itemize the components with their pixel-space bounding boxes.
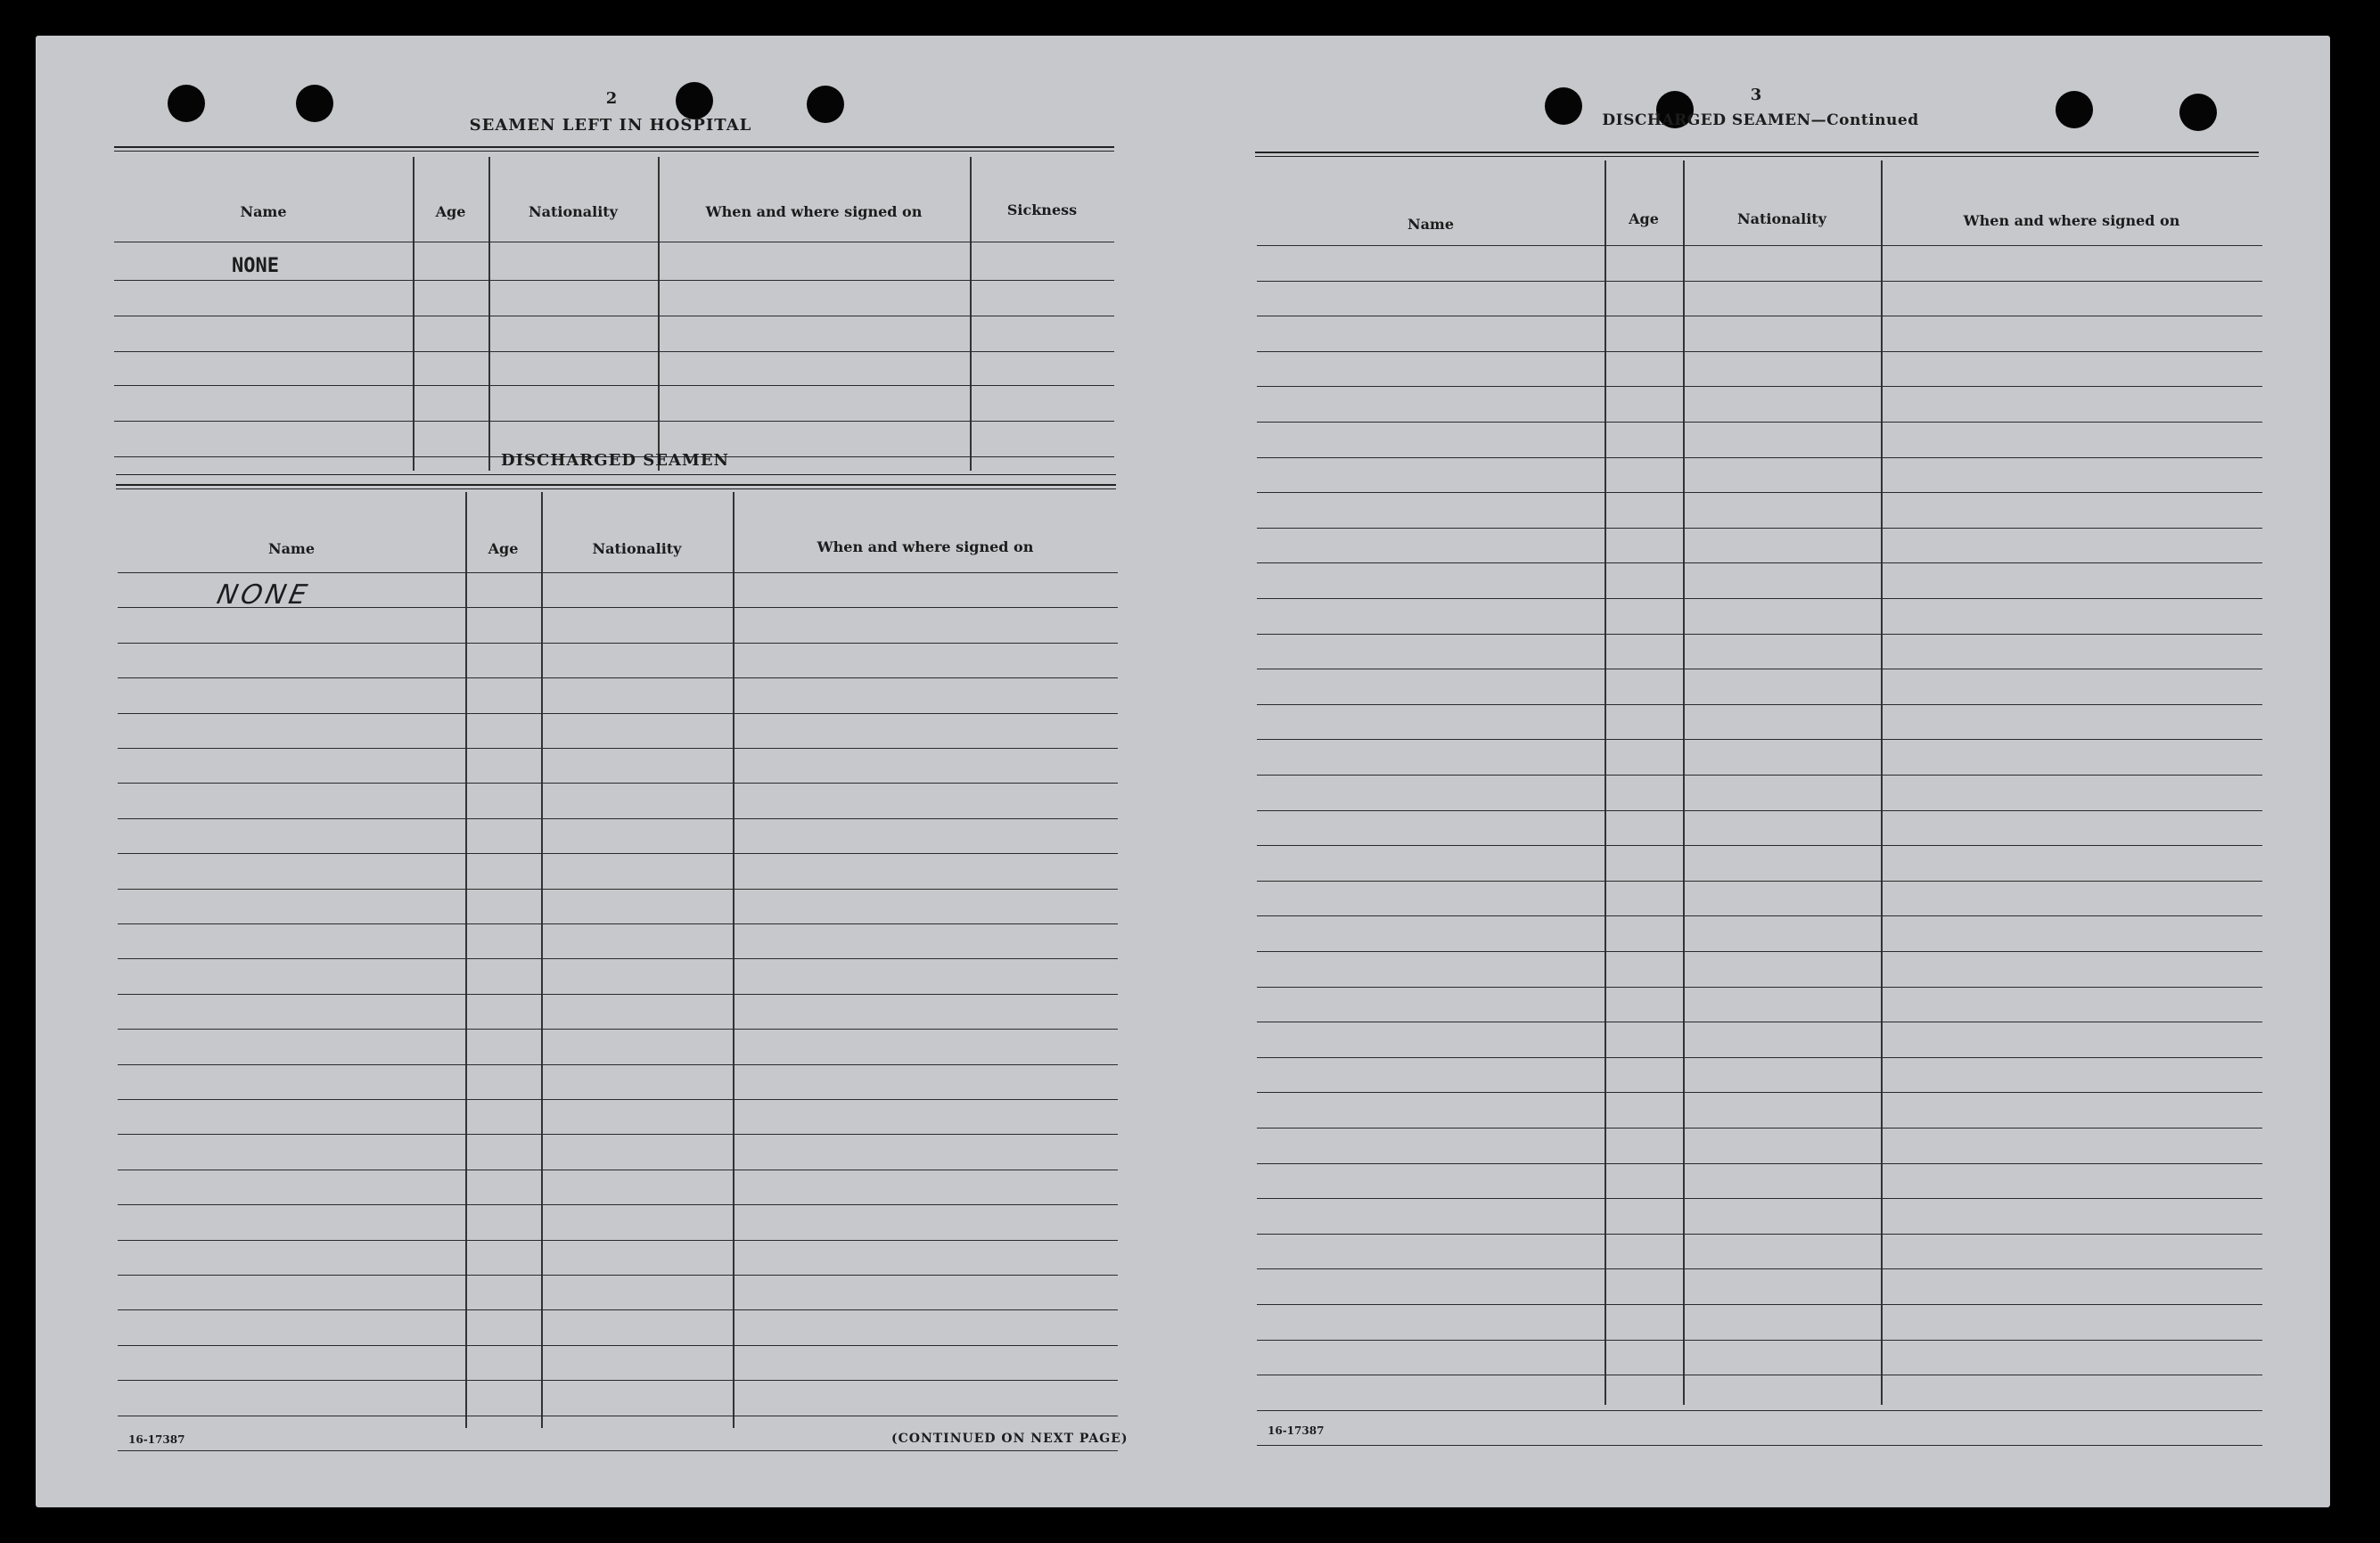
divider <box>116 474 1116 475</box>
column-header-age: Age <box>488 540 519 557</box>
divider <box>114 151 1114 152</box>
table-row-line <box>118 1309 1118 1310</box>
table-row-line <box>118 1240 1118 1241</box>
continued-note: (CONTINUED ON NEXT PAGE) <box>891 1432 1128 1446</box>
punch-hole <box>1545 87 1582 125</box>
table-row-line <box>118 889 1118 890</box>
table-row-line <box>118 572 1118 573</box>
table-row-line <box>1257 281 2262 282</box>
table-row-line <box>1257 915 2262 916</box>
table-row-line <box>1257 1410 2262 1411</box>
right-section-title: DISCHARGED SEAMEN—Continued <box>1602 111 1919 129</box>
table-row-line <box>118 713 1118 714</box>
table-row-line <box>118 1204 1118 1205</box>
table-row-line <box>1257 351 2262 352</box>
table-row-line <box>118 677 1118 678</box>
punch-hole <box>296 85 333 122</box>
table-row-line <box>1257 1057 2262 1058</box>
page-number-left: 2 <box>605 89 618 108</box>
discharged-continued-table <box>1257 160 2262 1405</box>
table-row-line <box>118 1099 1118 1100</box>
table-row-line <box>118 1450 1118 1451</box>
table-row-line <box>118 1029 1118 1030</box>
table-row-line <box>1257 422 2262 423</box>
column-header-signed-on: When and where signed on <box>817 538 1034 555</box>
table-row-line <box>118 818 1118 819</box>
punch-hole <box>807 86 844 123</box>
table-row-line <box>1257 1234 2262 1235</box>
hospital-table <box>114 157 1114 471</box>
table-row-line <box>1257 562 2262 563</box>
form-number-left: 16-17387 <box>128 1433 185 1446</box>
table-row-line <box>118 923 1118 924</box>
table-row-line <box>118 783 1118 784</box>
table-row-line <box>118 1134 1118 1135</box>
discharged-entry-name: NONE <box>214 579 314 611</box>
hospital-entry-name: NONE <box>232 255 279 277</box>
table-row-line <box>1257 245 2262 246</box>
table-row-line <box>1257 1198 2262 1199</box>
document-sheet <box>36 36 2330 1507</box>
punch-hole <box>168 85 205 122</box>
table-row-line <box>118 1064 1118 1065</box>
column-header-nationality: Nationality <box>1737 210 1826 227</box>
table-row-line <box>1257 739 2262 740</box>
column-header-name: Name <box>267 540 316 557</box>
column-header-nationality: Nationality <box>529 203 618 220</box>
form-number-right: 16-17387 <box>1268 1424 1325 1437</box>
table-row-line <box>118 1380 1118 1381</box>
table-row-line <box>118 994 1118 995</box>
table-row-line <box>1257 1268 2262 1269</box>
table-row-line <box>118 1345 1118 1346</box>
column-header-sickness: Sickness <box>1006 201 1078 218</box>
table-row-line <box>1257 845 2262 846</box>
table-row-line <box>1257 1304 2262 1305</box>
table-row-line <box>118 853 1118 854</box>
divider <box>1255 156 2259 157</box>
column-header-name: Name <box>1407 216 1455 233</box>
table-row-line <box>1257 1092 2262 1093</box>
table-row-line <box>118 643 1118 644</box>
divider <box>116 488 1116 489</box>
table-row-line <box>1257 528 2262 529</box>
table-row-line <box>118 748 1118 749</box>
divider <box>114 146 1114 148</box>
column-header-age: Age <box>1629 210 1659 227</box>
divider <box>116 484 1116 486</box>
table-row-line <box>118 958 1118 959</box>
table-row-line <box>1257 634 2262 635</box>
table-row-line <box>1257 492 2262 493</box>
table-row-line <box>1257 1340 2262 1341</box>
table-row-line <box>1257 1445 2262 1446</box>
column-header-age: Age <box>435 203 466 220</box>
table-row-line <box>1257 704 2262 705</box>
hospital-section-title: SEAMEN LEFT IN HOSPITAL <box>469 116 752 135</box>
punch-hole <box>2179 94 2217 131</box>
table-row-line <box>1257 598 2262 599</box>
table-row-line <box>1257 951 2262 952</box>
table-row-line <box>118 1275 1118 1276</box>
page-number-right: 3 <box>1750 86 1762 104</box>
table-row-line <box>1257 386 2262 387</box>
table-row-line <box>1257 1163 2262 1164</box>
discharged-table <box>118 492 1118 1428</box>
table-row-line <box>1257 987 2262 988</box>
column-header-signed-on: When and where signed on <box>1963 212 2180 229</box>
table-row-line <box>1257 775 2262 776</box>
punch-hole <box>676 82 713 119</box>
column-header-nationality: Nationality <box>592 540 682 557</box>
table-row-line <box>1257 1128 2262 1129</box>
column-header-signed-on: When and where signed on <box>705 203 923 220</box>
column-header-name: Name <box>240 203 287 220</box>
table-row-line <box>1257 881 2262 882</box>
table-row-line <box>1257 457 2262 458</box>
table-row-line <box>1257 810 2262 811</box>
punch-hole <box>2056 91 2093 128</box>
divider <box>1255 152 2259 153</box>
discharged-section-title: DISCHARGED SEAMEN <box>500 451 730 470</box>
